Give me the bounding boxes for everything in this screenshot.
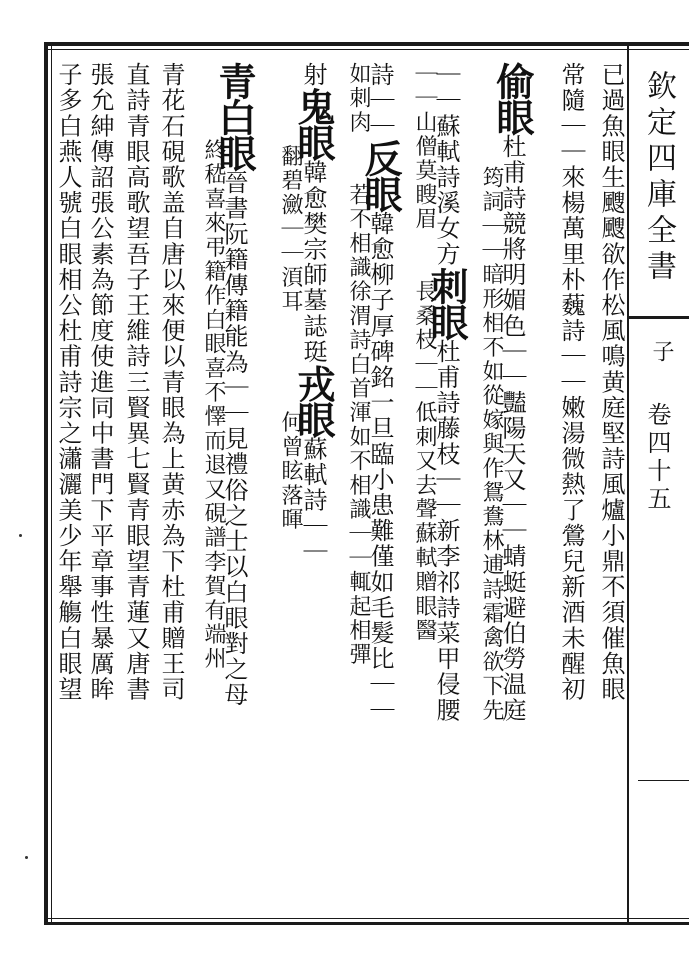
column-text: 已過魚眼生颼颼欲作松風鳴黄庭堅詩風爐小鼎不須催魚眼 [597,62,625,702]
book-title: 欽定四庫全書 [641,70,676,286]
text-column-c13 [50,62,80,912]
column-text: 筠詞｜｜暗形相不如從嫁與作鴛鴦林逋詩霜禽欲下先 [479,166,504,723]
text-column-c8b [271,72,301,912]
column-text: 韓愈樊宗師墓誌珽 [299,159,327,365]
frame-left-rule [44,42,48,925]
column-text: 常隨｜｜來楊萬里朴蘶詩｜｜嫩湯微熱了鶯兒新酒未醒初 [557,62,585,702]
entry-heading: 鬼眼 [291,87,336,160]
margin-left-rule [627,46,629,922]
text-column-c2 [553,62,583,912]
column-text: 杜甫詩競將明媚色｜｜豔陽天又｜｜蜻蜓避伯勞温庭 [498,134,526,723]
column-text: 長桑枝｜｜低刺又去聲蘇軾贈眼醫 [412,279,437,643]
frame-top-rule [44,42,689,46]
entry-heading: 偷眼 [490,62,535,134]
entry-heading: 反眼 [358,138,403,211]
text-column-c12 [82,62,112,912]
column-text [346,135,371,183]
text-column-c3b [472,166,502,912]
column-text: 韓愈柳子厚碑銘一旦臨小患難僅如毛髮比｜｜ [366,210,394,723]
text-column-c8a [291,62,336,912]
text-column-c1 [593,62,623,912]
frame-bottom-inner-rule [48,918,689,919]
column-text: ｜｜蘇軾詩溪女方 [432,62,460,267]
column-text: 直詩青眼高歌望吾子王維詩三賢異七賢青眼望青蓮又唐書 [122,62,150,702]
frame-top-inner-rule [48,49,689,50]
text-column-c7 [339,62,369,912]
column-text: 何曾眩落暉 [278,410,303,532]
column-text: 若不相識徐渭詩白首渾如不相識｜｜輒起相彈 [346,183,371,668]
margin-divider [638,780,689,781]
volume-label: 卷四十五 [643,402,671,514]
margin-glyph: 子 [649,340,674,362]
scan-speck [19,534,22,537]
entry-heading: 青白眼 [212,62,257,170]
column-text: 晉書阮籍傳籍能為｜｜見禮俗之士以白眼對之母 [220,170,248,708]
column-text: 青花石硯歌盖自唐以來便以青眼為上黄赤為下杜甫贈王司 [157,62,185,702]
entry-heading: 刺眼 [424,266,469,339]
text-column-c11 [118,62,148,912]
text-column-c10 [153,62,183,912]
column-text: 終嵇喜來弔籍作白眼喜不懌而退又硯譜李賀有端州 [201,66,226,671]
fish-tail-mark [629,316,689,319]
column-text [412,231,437,279]
scan-speck [25,856,28,859]
column-text: 詩｜｜ [366,62,394,139]
column-text: 杜甫詩藤枝｜｜新李祁詩菜甲侵腰 [432,338,460,723]
text-column-c9b [194,66,224,912]
column-text: ｜｜山僧莫瞍眉 [412,62,437,232]
column-text: 翻碧瀲｜｜湏耳 [278,72,303,314]
column-text: 蘇軾詩｜｜ [299,436,327,565]
text-column-c5 [405,62,435,912]
column-text: 射 [299,62,327,88]
column-text: 張允紳傳詔張公素為節度使進同中書門下平章事性暴厲眸 [86,62,114,702]
column-text: 子多白燕人號白眼相公杜甫詩宗之瀟灑美少年舉觴白眼望 [54,62,82,702]
entry-heading: 戎眼 [291,364,336,437]
column-text [278,314,303,411]
column-text: 如刺肉 [346,62,371,135]
frame-bottom-rule [44,922,689,925]
